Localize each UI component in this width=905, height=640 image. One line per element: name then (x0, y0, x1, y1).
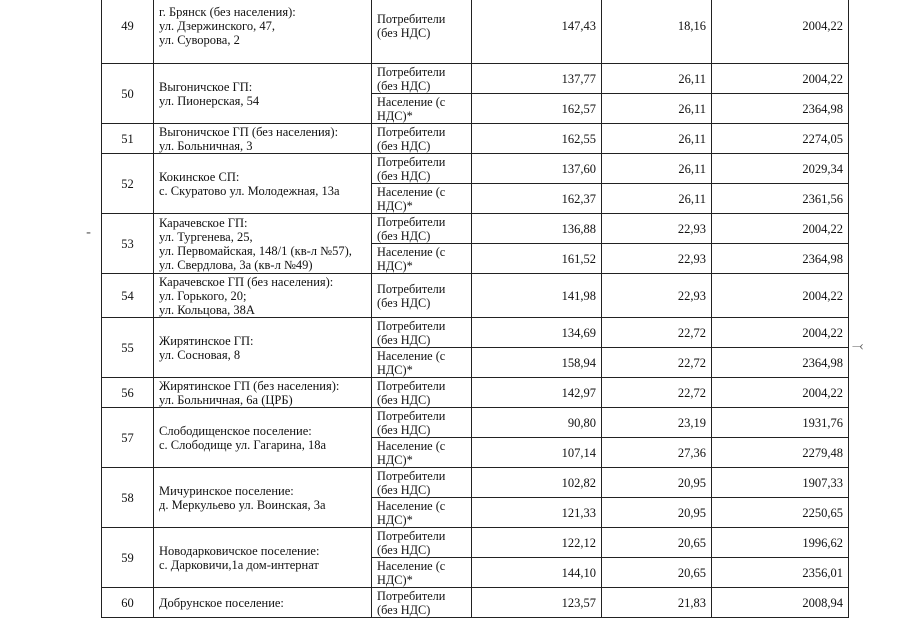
object-address-line: ул. Суворова, 2 (159, 33, 240, 47)
table-row (102, 64, 849, 94)
row-number: 51 (102, 124, 154, 154)
consumer-category-cell (372, 588, 472, 618)
table-row (102, 318, 849, 348)
tariff-value-v3: 2029,34 (712, 154, 849, 184)
consumer-category-line: НДС)* (377, 362, 413, 377)
table-row (102, 468, 849, 498)
row-number: 58 (102, 468, 154, 528)
tariff-value-v3: 2364,98 (712, 244, 849, 274)
tariff-value-v3: 2004,22 (712, 0, 849, 64)
consumer-category-line: Потребители (377, 588, 446, 603)
consumer-category-cell (372, 408, 472, 438)
consumer-category-line: НДС)* (377, 452, 413, 467)
object-address-line: ул. Кольцова, 38А (159, 302, 255, 317)
tariff-value-v3: 2004,22 (712, 214, 849, 244)
tariff-value-v1: 90,80 (472, 408, 602, 438)
tariff-value-v1: 162,37 (472, 184, 602, 214)
consumer-category-line: (без НДС) (377, 295, 431, 310)
tariff-value-v2: 22,72 (602, 348, 712, 378)
tariff-value-v2: 20,65 (602, 558, 712, 588)
consumer-category-line: НДС)* (377, 198, 413, 213)
consumer-category-cell (372, 318, 472, 348)
consumer-category-line: (без НДС) (377, 602, 431, 617)
tariff-value-v2: 20,65 (602, 528, 712, 558)
tariff-value-v1: 134,69 (472, 318, 602, 348)
tariff-value-v2: 22,93 (602, 244, 712, 274)
object-address-cell (154, 214, 372, 274)
tariff-value-v3: 2004,22 (712, 274, 849, 318)
tariff-value-v2: 27,36 (602, 438, 712, 468)
tariff-value-v2: 23,19 (602, 408, 712, 438)
consumer-category-line: (без НДС) (377, 26, 431, 40)
object-address-cell (154, 408, 372, 468)
consumer-category-line: Население (с (377, 438, 446, 453)
tariff-value-v3: 2004,22 (712, 378, 849, 408)
margin-bracket-mark: ⤙ (852, 338, 864, 354)
tariff-value-v3: 2361,56 (712, 184, 849, 214)
consumer-category-cell (372, 378, 472, 408)
tariff-value-v1: 162,57 (472, 94, 602, 124)
row-number: 60 (102, 588, 154, 618)
consumer-category-cell (372, 0, 472, 64)
object-address-line: ул. Больничная, 3 (159, 138, 253, 153)
table-row (102, 124, 849, 154)
consumer-category-cell (372, 94, 472, 124)
tariff-value-v1: 142,97 (472, 378, 602, 408)
consumer-category-line: Потребители (377, 64, 446, 79)
object-address-cell (154, 154, 372, 214)
object-address-cell (154, 274, 372, 318)
object-address-cell (154, 378, 372, 408)
consumer-category-line: Потребители (377, 468, 446, 483)
object-address-cell (154, 64, 372, 124)
tariff-value-v3: 1996,62 (712, 528, 849, 558)
object-address-line: ул. Первомайская, 148/1 (кв-л №57), (159, 243, 352, 258)
consumer-category-line: Население (с (377, 558, 446, 573)
consumer-category-cell (372, 184, 472, 214)
consumer-category-line: Потребители (377, 408, 446, 423)
row-number: 54 (102, 274, 154, 318)
tariff-value-v1: 123,57 (472, 588, 602, 618)
consumer-category-line: НДС)* (377, 572, 413, 587)
consumer-category-line: (без НДС) (377, 138, 431, 153)
consumer-category-cell (372, 154, 472, 184)
tariff-value-v2: 26,11 (602, 64, 712, 94)
consumer-category-line: (без НДС) (377, 542, 431, 557)
object-address-line: д. Меркульево ул. Воинская, 3а (159, 497, 326, 512)
object-address-line: ул. Дзержинского, 47, (159, 19, 275, 33)
consumer-category-line: Население (с (377, 348, 446, 363)
tariff-value-v2: 22,72 (602, 378, 712, 408)
tariff-value-v3: 2004,22 (712, 318, 849, 348)
object-address-cell (154, 588, 372, 618)
consumer-category-line: Потребители (377, 154, 446, 169)
object-address-line: с. Скуратово ул. Молодежная, 13а (159, 183, 340, 198)
consumer-category-line: НДС)* (377, 512, 413, 527)
row-number: 53 (102, 214, 154, 274)
consumer-category-line: Население (с (377, 244, 446, 259)
tariff-value-v1: 122,12 (472, 528, 602, 558)
object-address-line: Выгоничское ГП: (159, 79, 253, 94)
consumer-category-line: Потребители (377, 214, 446, 229)
consumer-category-line: Потребители (377, 281, 446, 296)
object-address-line: ул. Пионерская, 54 (159, 93, 260, 108)
object-address-line: Жирятинское ГП: (159, 333, 254, 348)
margin-dash-mark: - (86, 225, 92, 241)
consumer-category-line: (без НДС) (377, 482, 431, 497)
tariff-value-v1: 162,55 (472, 124, 602, 154)
tariff-value-v1: 137,77 (472, 64, 602, 94)
table-row (102, 214, 849, 244)
object-address-cell (154, 468, 372, 528)
object-address-line: Кокинское СП: (159, 169, 240, 184)
row-number: 52 (102, 154, 154, 214)
object-address-line: с. Слободище ул. Гагарина, 18а (159, 437, 327, 452)
tariff-value-v3: 2364,98 (712, 94, 849, 124)
consumer-category-cell (372, 214, 472, 244)
table-row (102, 588, 849, 618)
consumer-category-cell (372, 528, 472, 558)
tariff-value-v2: 18,16 (602, 0, 712, 64)
consumer-category-line: Население (с (377, 94, 446, 109)
tariff-table-body (102, 0, 849, 618)
object-address-line: Слободищенское поселение: (159, 423, 312, 438)
consumer-category-line: (без НДС) (377, 392, 431, 407)
table-row (102, 528, 849, 558)
consumer-category-cell (372, 244, 472, 274)
object-address-line: ул. Тургенева, 25, (159, 229, 253, 244)
row-number: 50 (102, 64, 154, 124)
object-address-line: ул. Свердлова, 3а (кв-л №49) (159, 257, 313, 272)
tariff-value-v3: 2356,01 (712, 558, 849, 588)
consumer-category-line: Потребители (377, 378, 446, 393)
table-row (102, 154, 849, 184)
tariff-value-v2: 22,93 (602, 274, 712, 318)
tariff-value-v1: 136,88 (472, 214, 602, 244)
object-address-line: ул. Больничная, 6а (ЦРБ) (159, 392, 293, 407)
object-address-line: Мичуринское поселение: (159, 483, 294, 498)
consumer-category-cell (372, 468, 472, 498)
tariff-value-v2: 26,11 (602, 124, 712, 154)
tariff-value-v1: 107,14 (472, 438, 602, 468)
object-address-line: Выгоничское ГП (без населения): (159, 124, 339, 139)
consumer-category-cell (372, 498, 472, 528)
tariff-value-v3: 2364,98 (712, 348, 849, 378)
tariff-value-v1: 158,94 (472, 348, 602, 378)
tariff-value-v2: 22,72 (602, 318, 712, 348)
table-row (102, 0, 849, 64)
object-address-cell (154, 318, 372, 378)
consumer-category-line: (без НДС) (377, 78, 431, 93)
consumer-category-cell (372, 124, 472, 154)
object-address-line: Жирятинское ГП (без населения): (159, 378, 340, 393)
object-address-cell (154, 124, 372, 154)
tariff-value-v1: 147,43 (472, 0, 602, 64)
tariff-value-v1: 121,33 (472, 498, 602, 528)
consumer-category-line: НДС)* (377, 258, 413, 273)
object-address-line: Добрунское поселение: (159, 595, 284, 610)
tariff-value-v3: 2004,22 (712, 64, 849, 94)
consumer-category-cell (372, 558, 472, 588)
tariff-value-v1: 144,10 (472, 558, 602, 588)
tariff-value-v3: 2250,65 (712, 498, 849, 528)
tariff-value-v1: 137,60 (472, 154, 602, 184)
object-address-line: с. Дарковичи,1а дом-интернат (159, 557, 319, 572)
tariff-table (101, 0, 849, 618)
row-number: 56 (102, 378, 154, 408)
tariff-value-v3: 2274,05 (712, 124, 849, 154)
tariff-value-v2: 26,11 (602, 154, 712, 184)
object-address-cell (154, 0, 372, 64)
row-number: 55 (102, 318, 154, 378)
consumer-category-line: Потребители (377, 318, 446, 333)
tariff-value-v2: 20,95 (602, 468, 712, 498)
tariff-value-v2: 20,95 (602, 498, 712, 528)
tariff-value-v1: 141,98 (472, 274, 602, 318)
row-number: 57 (102, 408, 154, 468)
consumer-category-line: Население (с (377, 498, 446, 513)
object-address-line: ул. Горького, 20; (159, 288, 247, 303)
consumer-category-cell (372, 274, 472, 318)
object-address-line: ул. Сосновая, 8 (159, 347, 241, 362)
object-address-line: г. Брянск (без населения): (159, 5, 296, 19)
consumer-category-line: Потребители (377, 12, 446, 26)
tariff-value-v1: 161,52 (472, 244, 602, 274)
tariff-value-v2: 22,93 (602, 214, 712, 244)
row-number: 59 (102, 528, 154, 588)
consumer-category-cell (372, 438, 472, 468)
tariff-value-v2: 26,11 (602, 184, 712, 214)
table-row (102, 408, 849, 438)
consumer-category-line: Население (с (377, 184, 446, 199)
tariff-value-v2: 26,11 (602, 94, 712, 124)
consumer-category-line: Потребители (377, 528, 446, 543)
consumer-category-line: Потребители (377, 124, 446, 139)
table-row (102, 378, 849, 408)
row-number: 49 (102, 0, 154, 64)
consumer-category-line: (без НДС) (377, 332, 431, 347)
consumer-category-cell (372, 348, 472, 378)
tariff-value-v3: 1931,76 (712, 408, 849, 438)
consumer-category-line: (без НДС) (377, 228, 431, 243)
object-address-cell (154, 528, 372, 588)
tariff-value-v1: 102,82 (472, 468, 602, 498)
tariff-value-v3: 1907,33 (712, 468, 849, 498)
object-address-line: Новодарковичское поселение: (159, 543, 320, 558)
table-row (102, 274, 849, 318)
consumer-category-line: (без НДС) (377, 422, 431, 437)
consumer-category-line: (без НДС) (377, 168, 431, 183)
object-address-line: Карачевское ГП: (159, 215, 248, 230)
tariff-value-v3: 2279,48 (712, 438, 849, 468)
tariff-value-v2: 21,83 (602, 588, 712, 618)
consumer-category-cell (372, 64, 472, 94)
object-address-line: Карачевское ГП (без населения): (159, 274, 334, 289)
tariff-value-v3: 2008,94 (712, 588, 849, 618)
consumer-category-line: НДС)* (377, 108, 413, 123)
